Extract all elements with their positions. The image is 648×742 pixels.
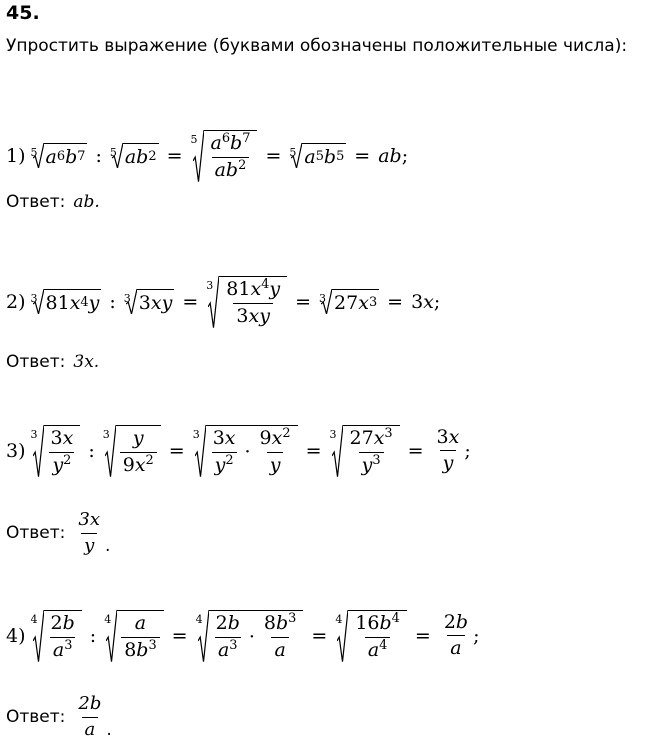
answer-numerator: 2b: [78, 693, 102, 714]
radical: 3 $\frac{27x^3}{y^3}$: [330, 425, 400, 477]
answer-period: .: [106, 720, 112, 741]
radical: 4 $\frac{a}{8b^3}$: [104, 610, 163, 662]
answer-3: [6, 510, 110, 556]
answer-label: Ответ:: [6, 523, 66, 544]
answer-denominator: a: [82, 717, 99, 741]
answer-denominator: y: [81, 533, 97, 557]
answer-label: Ответ:: [6, 707, 66, 728]
radical: 3 27 x 3: [319, 289, 379, 314]
answer-value: ab.: [73, 192, 100, 212]
equation-4: 4) 4 $\frac{2b}{a^3}$ : 4 $\frac{a}{8b^3}$ = 4 $\frac{2b}{a^3}$ · $\frac{8b^3}{a}$ = 4 $\frac{16b^4}{a^4}$ = $\frac{2b}{a}$ ;: [6, 610, 480, 661]
problem-number: 45.: [6, 2, 40, 24]
radical: 5 ab 2: [110, 143, 159, 168]
item-label: 3): [6, 439, 26, 462]
radical: 3 $\frac{3x}{y^2}$: [31, 425, 81, 477]
radical: 4 $\frac{16b^4}{a^4}$: [335, 610, 407, 662]
radical: 4 $\frac{2b}{a^3}$ · $\frac{8b^3}{a}$: [196, 610, 304, 662]
answer-2: [6, 352, 99, 372]
radical: 3 3 xy: [124, 289, 175, 314]
radical: 5 a 5 b 5: [289, 143, 346, 168]
radical: 5 $\frac{a^6b^7}{ab^2}$: [191, 130, 258, 182]
answer-numerator: 3x: [78, 509, 101, 530]
item-label: 4): [6, 624, 26, 647]
radical: 4 $\frac{2b}{a^3}$: [31, 610, 82, 662]
radical: 5 a 6 b 7: [31, 143, 88, 168]
answer-fraction: [75, 694, 104, 740]
item-label: 2): [6, 290, 26, 313]
answer-4: [6, 694, 112, 740]
radical: 3 $\frac{81x^4y}{3xy}$: [206, 276, 287, 328]
equation-1: 1) 5 a 6 b 7 : 5 ab 2 = 5 $\frac{a^6b^7}{ab^2}$ = 5 a 5 b 5 = ab ;: [6, 130, 409, 181]
answer-label: Ответ:: [6, 352, 66, 372]
answer-1: [6, 192, 100, 212]
answer-value: 3x.: [73, 352, 100, 372]
radical: 3 $\frac{3x}{y^2}$ · $\frac{9x^2}{y}$: [193, 425, 298, 477]
item-label: 1): [6, 144, 26, 167]
answer-fraction: [75, 510, 103, 556]
answer-period: .: [105, 536, 111, 557]
radical: 3 $\frac{y}{9x^2}$: [103, 425, 161, 477]
equation-3: 3) 3 $\frac{3x}{y^2}$ : 3 $\frac{y}{9x^2}$ = 3 $\frac{3x}{y^2}$ · $\frac{9x^2}{y}$ = 3 $\frac{27x^3}{y^3}$ = $\frac{3x}{y}$ ;: [6, 425, 471, 476]
equation-2: 2) 3 81 x 4 y : 3 3 xy = 3 $\frac{81x^4y}{3xy}$ = 3 27 x 3 = 3 x ;: [6, 276, 441, 327]
radical: 3 81 x 4 y: [31, 289, 102, 314]
task-statement: Упростить выражение (буквами обозначены положительные числа):: [6, 36, 628, 56]
answer-label: Ответ:: [6, 192, 66, 212]
